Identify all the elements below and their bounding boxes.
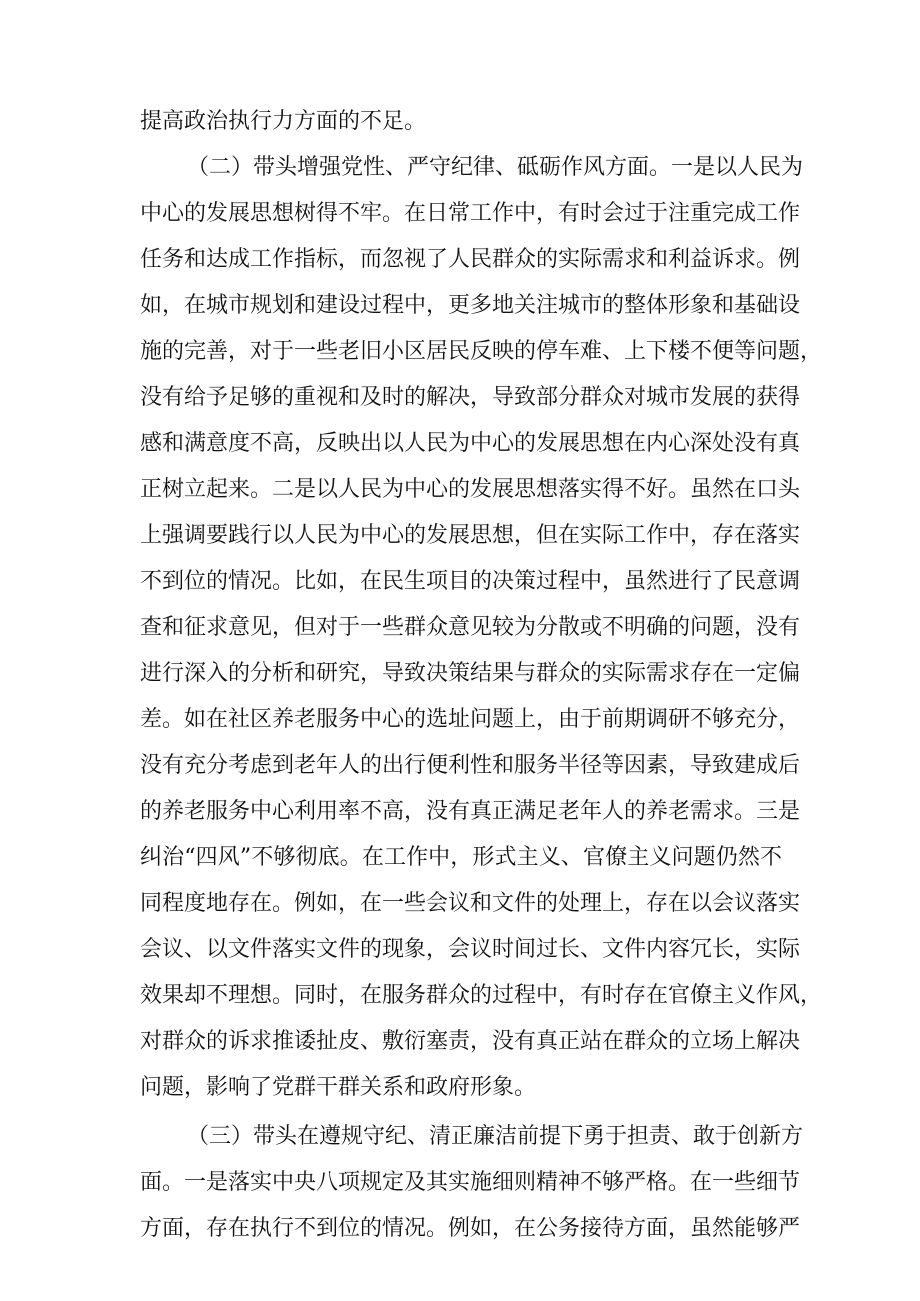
text-line: 正树立起来。二是以人民为中心的发展思想落实得不好。虽然在口头 xyxy=(140,477,801,502)
text-line: 进行深入的分析和研究，导致决策结果与群众的实际需求存在一定偏 xyxy=(140,661,801,686)
text-line: 问题，影响了党群干群关系和政府形象。 xyxy=(140,1075,537,1100)
text-line: 中心的发展思想树得不牢。在日常工作中，有时会过于注重完成工作 xyxy=(140,201,801,226)
text-line: 没有充分考虑到老年人的出行便利性和服务半径等因素，导致建成后 xyxy=(140,753,801,778)
text-line: 纠治“四风”不够彻底。在工作中，形式主义、官僚主义问题仍然不 xyxy=(140,845,782,870)
text-line: 如，在城市规划和建设过程中，更多地关注城市的整体形象和基础设 xyxy=(140,293,801,318)
text-line: 感和满意度不高，反映出以人民为中心的发展思想在内心深处没有真 xyxy=(140,431,801,456)
text-line: 不到位的情况。比如，在民生项目的决策过程中，虽然进行了民意调 xyxy=(140,569,801,594)
text-line: 对群众的诉求推诿扯皮、敷衍塞责，没有真正站在群众的立场上解决 xyxy=(140,1029,801,1054)
text-line: 效果却不理想。同时，在服务群众的过程中，有时存在官僚主义作风， xyxy=(140,983,823,1008)
text-line: 施的完善，对于一些老旧小区居民反映的停车难、上下楼不便等问题， xyxy=(140,339,823,364)
section-heading-2: （二）带头增强党性、严守纪律、砥砺作风方面。一是以人民为 xyxy=(187,155,804,180)
text-line: 方面，存在执行不到位的情况。例如，在公务接待方面，虽然能够严 xyxy=(140,1216,801,1241)
text-line: 上强调要践行以人民为中心的发展思想，但在实际工作中，存在落实 xyxy=(140,523,801,548)
text-line: 面。一是落实中央八项规定及其实施细则精神不够严格。在一些细节 xyxy=(140,1170,801,1195)
text-line: 差。如在社区养老服务中心的选址问题上，由于前期调研不够充分， xyxy=(140,707,801,732)
text-line: 没有给予足够的重视和及时的解决，导致部分群众对城市发展的获得 xyxy=(140,385,801,410)
text-line: 同程度地存在。例如，在一些会议和文件的处理上，存在以会议落实 xyxy=(140,891,801,916)
section-heading-3: （三）带头在遵规守纪、清正廉洁前提下勇于担责、敢于创新方 xyxy=(187,1124,804,1149)
text-line: 提高政治执行力方面的不足。 xyxy=(140,109,427,134)
text-line: 会议、以文件落实文件的现象，会议时间过长、文件内容冗长，实际 xyxy=(140,937,801,962)
text-line: 任务和达成工作指标，而忽视了人民群众的实际需求和利益诉求。例 xyxy=(140,247,801,272)
text-line: 查和征求意见，但对于一些群众意见较为分散或不明确的问题，没有 xyxy=(140,615,801,640)
text-line: 的养老服务中心利用率不高，没有真正满足老年人的养老需求。三是 xyxy=(140,799,801,824)
